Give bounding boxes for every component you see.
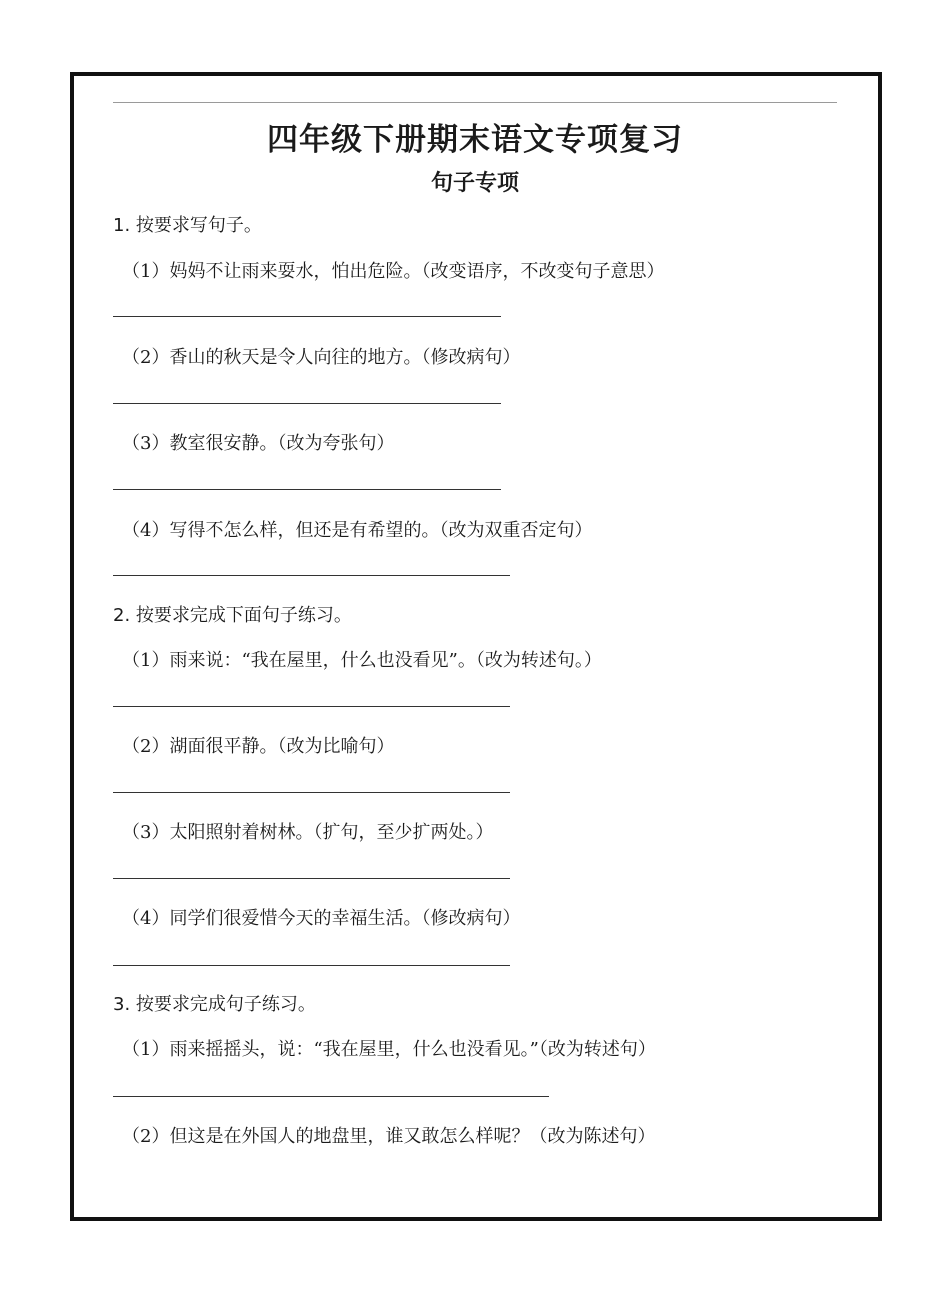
section-2-question-3: （3）太阳照射着树林。（扩句，至少扩两处。） [122, 822, 494, 843]
section-3-heading: 3. 按要求完成句子练习。 [113, 994, 316, 1015]
page-subtitle: 句子专项 [430, 171, 519, 196]
page-title: 四年级下册期末语文专项复习 [267, 122, 683, 158]
section-1-question-3: （3）教室很安静。（改为夸张句） [122, 433, 395, 454]
section-2-answer-line-3[interactable] [113, 878, 510, 879]
section-2-question-2: （2）湖面很平静。（改为比喻句） [122, 736, 395, 757]
section-1-heading: 1. 按要求写句子。 [113, 215, 262, 236]
section-1-answer-line-1[interactable] [113, 316, 501, 317]
section-1-question-1: （1）妈妈不让雨来耍水，怕出危险。（改变语序，不改变句子意思） [122, 261, 665, 282]
section-3-question-1: （1）雨来摇摇头，说：“我在屋里，什么也没看见。”（改为转述句） [122, 1039, 656, 1060]
section-1-question-2: （2）香山的秋天是令人向往的地方。（修改病句） [122, 347, 521, 368]
section-2-answer-line-4[interactable] [113, 965, 510, 966]
section-2-question-1: （1）雨来说：“我在屋里，什么也没看见”。（改为转述句。） [122, 650, 602, 671]
section-3-question-2: （2）但这是在外国人的地盘里，谁又敢怎么样呢？（改为陈述句） [122, 1126, 656, 1147]
section-1-answer-line-4[interactable] [113, 575, 510, 576]
section-1-answer-line-2[interactable] [113, 403, 501, 404]
section-2-question-4: （4）同学们很爱惜今天的幸福生活。（修改病句） [122, 908, 521, 929]
section-3-answer-line-1[interactable] [113, 1096, 549, 1097]
header-rule [113, 102, 837, 103]
section-1-question-4: （4）写得不怎么样，但还是有希望的。（改为双重否定句） [122, 520, 593, 541]
section-2-answer-line-2[interactable] [113, 792, 510, 793]
section-2-answer-line-1[interactable] [113, 706, 510, 707]
section-1-answer-line-3[interactable] [113, 489, 501, 490]
section-2-heading: 2. 按要求完成下面句子练习。 [113, 605, 352, 626]
